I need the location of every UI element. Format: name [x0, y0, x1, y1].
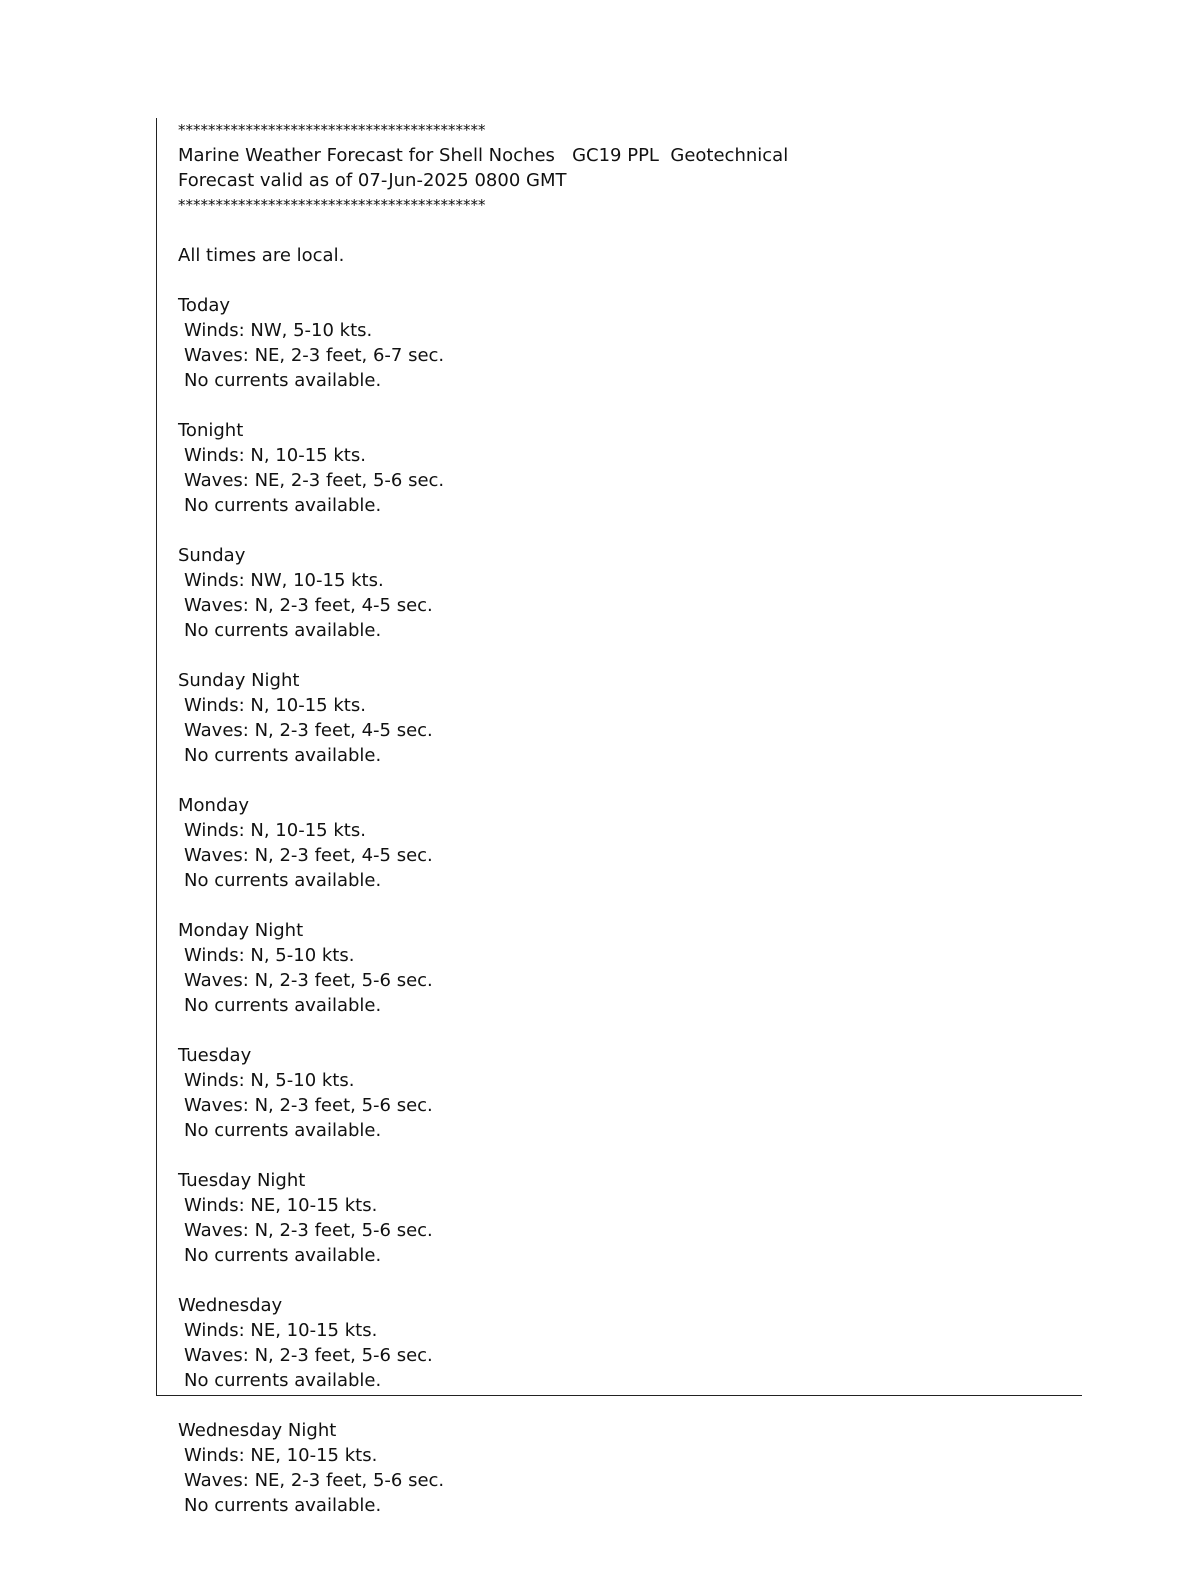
period-winds: Winds: NW, 10-15 kts. [184, 570, 384, 591]
period-waves: Waves: NE, 2-3 feet, 5-6 sec. [184, 1470, 445, 1491]
forecast-period [178, 543, 1078, 668]
forecast-period [178, 1043, 1078, 1168]
period-name: Tuesday Night [178, 1170, 306, 1191]
period-currents: No currents available. [184, 745, 382, 766]
forecast-period [178, 1168, 1078, 1293]
forecast-period [178, 418, 1078, 543]
forecast-period [178, 1418, 1078, 1518]
forecast-valid-time: Forecast valid as of 07-Jun-2025 0800 GMT [178, 170, 567, 191]
period-name: Tonight [178, 420, 244, 441]
period-name: Wednesday Night [178, 1420, 337, 1441]
period-currents: No currents available. [184, 1370, 382, 1391]
period-waves: Waves: NE, 2-3 feet, 6-7 sec. [184, 345, 445, 366]
spacer [178, 1393, 1078, 1418]
period-winds: Winds: NW, 5-10 kts. [184, 320, 373, 341]
forecast-document [178, 118, 1078, 1518]
spacer [178, 518, 1078, 543]
period-name: Sunday [178, 545, 246, 566]
period-name: Monday [178, 795, 250, 816]
header-stars-bottom: ***************************************** [178, 196, 486, 214]
spacer [178, 768, 1078, 793]
forecast-period [178, 1293, 1078, 1418]
left-border-rule [156, 118, 157, 1396]
period-name: Sunday Night [178, 670, 300, 691]
spacer [178, 643, 1078, 668]
forecast-period [178, 918, 1078, 1043]
period-name: Monday Night [178, 920, 304, 941]
times-note: All times are local. [178, 245, 345, 266]
period-name: Wednesday [178, 1295, 283, 1316]
period-currents: No currents available. [184, 620, 382, 641]
spacer [178, 1018, 1078, 1043]
forecast-period [178, 668, 1078, 793]
period-currents: No currents available. [184, 1120, 382, 1141]
spacer [178, 393, 1078, 418]
period-name: Today [178, 295, 231, 316]
period-winds: Winds: N, 10-15 kts. [184, 820, 366, 841]
period-currents: No currents available. [184, 495, 382, 516]
forecast-period [178, 293, 1078, 418]
period-winds: Winds: N, 5-10 kts. [184, 945, 355, 966]
period-waves: Waves: N, 2-3 feet, 4-5 sec. [184, 595, 433, 616]
period-currents: No currents available. [184, 995, 382, 1016]
period-winds: Winds: NE, 10-15 kts. [184, 1445, 378, 1466]
period-winds: Winds: NE, 10-15 kts. [184, 1320, 378, 1341]
forecast-title: Marine Weather Forecast for Shell Noches GC19 PPL Geotechnical [178, 145, 789, 166]
period-name: Tuesday [178, 1045, 252, 1066]
period-waves: Waves: N, 2-3 feet, 5-6 sec. [184, 1345, 433, 1366]
period-winds: Winds: N, 5-10 kts. [184, 1070, 355, 1091]
period-currents: No currents available. [184, 370, 382, 391]
period-waves: Waves: N, 2-3 feet, 5-6 sec. [184, 1095, 433, 1116]
spacer [178, 1143, 1078, 1168]
spacer [178, 218, 1078, 243]
period-winds: Winds: N, 10-15 kts. [184, 695, 366, 716]
period-winds: Winds: NE, 10-15 kts. [184, 1195, 378, 1216]
spacer [178, 1268, 1078, 1293]
spacer [178, 893, 1078, 918]
period-waves: Waves: NE, 2-3 feet, 5-6 sec. [184, 470, 445, 491]
period-waves: Waves: N, 2-3 feet, 5-6 sec. [184, 1220, 433, 1241]
period-winds: Winds: N, 10-15 kts. [184, 445, 366, 466]
forecast-period [178, 793, 1078, 918]
period-currents: No currents available. [184, 870, 382, 891]
period-waves: Waves: N, 2-3 feet, 4-5 sec. [184, 720, 433, 741]
period-waves: Waves: N, 2-3 feet, 5-6 sec. [184, 970, 433, 991]
period-currents: No currents available. [184, 1495, 382, 1516]
period-waves: Waves: N, 2-3 feet, 4-5 sec. [184, 845, 433, 866]
spacer [178, 268, 1078, 293]
period-currents: No currents available. [184, 1245, 382, 1266]
header-stars-top: ***************************************** [178, 121, 486, 139]
